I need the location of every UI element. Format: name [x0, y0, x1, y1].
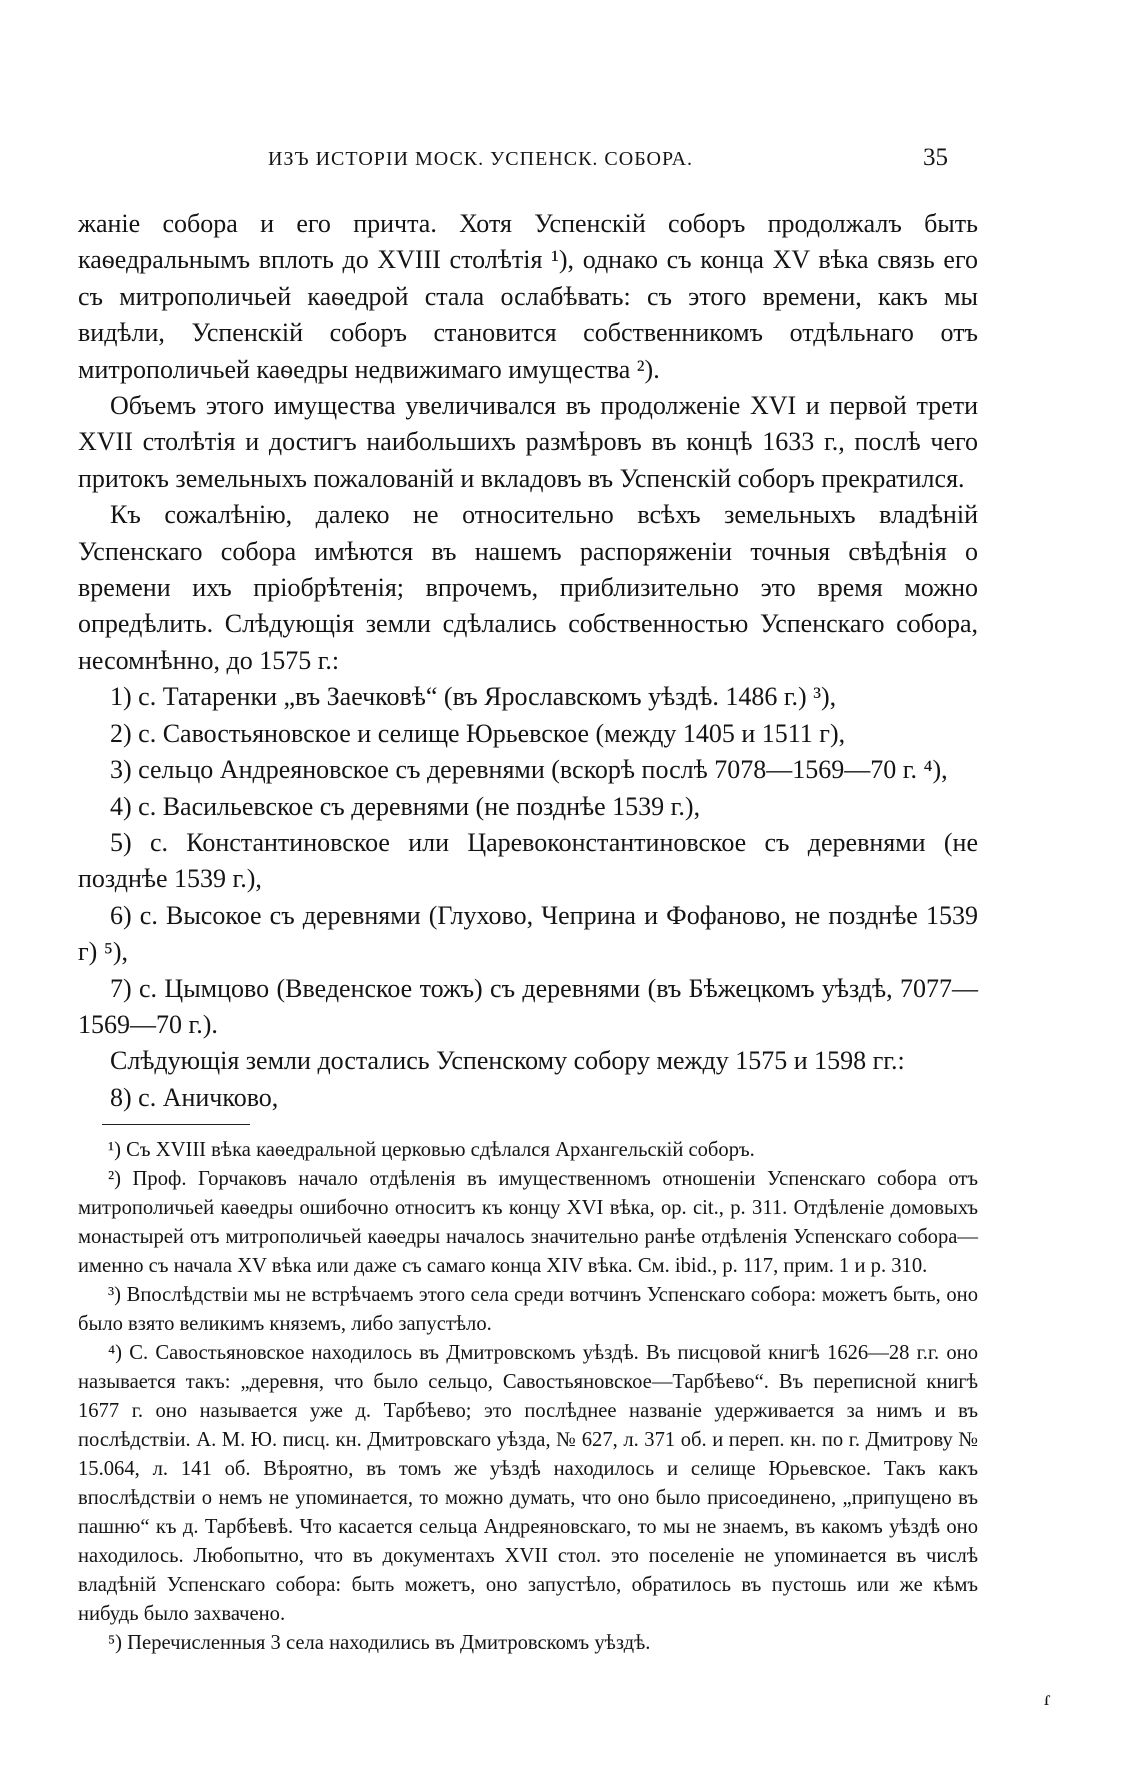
list-item: 2) с. Савостьяновское и селище Юрьевское (между 1405 и 1511 г),	[110, 718, 846, 748]
paragraph-2: Объемъ этого имущества увеличивался въ продолженіе XVI и первой трети XVII столѣтія и достигъ наибольшихъ размѣровъ въ концѣ 1633 г., послѣ чего притокъ земельныхъ пожалованій и вкладовъ въ Успенскій соборъ прекратился.	[78, 391, 978, 493]
footnote-1: ¹) Съ XVIII вѣка каѳедральной церковью сдѣлался Архангельскій соборъ.	[108, 1139, 755, 1161]
footnote-divider	[102, 1124, 250, 1125]
running-title: ИЗЪ ИСТОРІИ МОСК. УСПЕНСК. СОБОРА.	[268, 148, 694, 170]
stray-mark: ɾ	[1044, 1688, 1051, 1710]
footnote-3: ³) Впослѣдствіи мы не встрѣчаемъ этого села среди вотчинъ Успенскаго собора: можетъ быть, оно было взято великимъ княземъ, либо запустѣло.	[78, 1284, 978, 1335]
footnote-2: ²) Проф. Горчаковъ начало отдѣленія въ имущественномъ отношеніи Успенскаго собора отъ митрополичьей каѳедры ошибочно относитъ къ концу XVI вѣка, op. cit., р. 311. Отдѣленіе домовыхъ монастырей отъ митрополичьей каѳедры началось значительно ранѣе отдѣленія Успенскаго собора—именно съ начала XV вѣка или даже съ самаго конца XIV вѣка. См. ibid., р. 117, прим. 1 и р. 310.	[78, 1168, 978, 1277]
list-item: 5) с. Константиновское или Царевоконстантиновское съ деревнями (не позднѣе 1539 г.),	[78, 827, 978, 894]
list-item: 3) сельцо Андреяновское съ деревнями (вскорѣ послѣ 7078—1569—70 г. ⁴),	[110, 755, 948, 785]
footnote-4: ⁴) С. Савостьяновское находилось въ Дмитровскомъ уѣздѣ. Въ писцовой книгѣ 1626—28 г.г. оно называется такъ: „деревня, что было сельцо, Савостьяновское—Тарбѣево“. Въ переписной книгѣ 1677 г. оно называется уже д. Тарбѣево; это послѣднее названіе удерживается за нимъ и въ послѣдствіи. А. М. Ю. писц. кн. Дмитровскаго уѣзда, № 627, л. 371 об. и переп. кн. по г. Дмитрову № 15.064, л. 141 об. Вѣроятно, въ томъ же уѣздѣ находилось и селище Юрьевское. Такъ какъ впослѣдствіи о немъ не упоминается, то можно думать, что оно было присоединено, „припущено въ пашню“ къ д. Тарбѣевѣ. Что касается сельца Андреяновскаго, то мы не знаемъ, въ какомъ уѣздѣ оно находилось. Любопытно, что въ документахъ XVII стол. это поселеніе не упоминается въ числѣ владѣній Успенскаго собора: быть можетъ, оно запустѣло, обратилось въ пустошь или же кѣмъ нибудь было захвачено.	[78, 1342, 978, 1625]
footnotes	[78, 1136, 978, 1658]
paragraph-3: Къ сожалѣнію, далеко не относительно всѣхъ земельныхъ владѣній Успенскаго собора имѣются въ нашемъ распоряженіи точныя свѣдѣнія о времени ихъ пріобрѣтенія; впрочемъ, приблизительно это время можно опредѣлить. Слѣдующія земли сдѣлались собственностью Успенскаго собора, несомнѣнно, до 1575 г.:	[78, 500, 978, 675]
list-item: 1) с. Татаренки „въ Заечковѣ“ (въ Ярославскомъ уѣздѣ. 1486 г.) ³),	[110, 682, 837, 712]
page-header	[118, 144, 948, 180]
list-item: 4) с. Васильевское съ деревнями (не позднѣе 1539 г.),	[110, 791, 701, 821]
footnote-5: ⁵) Перечисленныя 3 села находились въ Дмитровскомъ уѣздѣ.	[108, 1632, 651, 1654]
page-number: 35	[923, 144, 948, 171]
paragraph-1: жаніе собора и его причта. Хотя Успенскій соборъ продолжалъ быть каѳедральнымъ вплоть до XVIII столѣтія ¹), однако съ конца XV вѣка связь его съ митрополичьей каѳедрой стала ослабѣвать: съ этого времени, какъ мы видѣли, Успенскій соборъ становится собственникомъ отдѣльнаго отъ митрополичьей каѳедры недвижимаго имущества ²).	[78, 209, 978, 384]
list-item: 6) с. Высокое съ деревнями (Глухово, Чеприна и Фофаново, не позднѣе 1539 г) ⁵),	[78, 900, 978, 967]
main-text	[78, 206, 978, 1116]
paragraph-4: Слѣдующія земли достались Успенскому собору между 1575 и 1598 гг.:	[110, 1046, 905, 1076]
list-item: 8) с. Аничково,	[110, 1082, 279, 1112]
list-item: 7) с. Цымцово (Введенское тожъ) съ деревнями (въ Бѣжецкомъ уѣздѣ, 7077—1569—70 г.).	[78, 973, 978, 1039]
